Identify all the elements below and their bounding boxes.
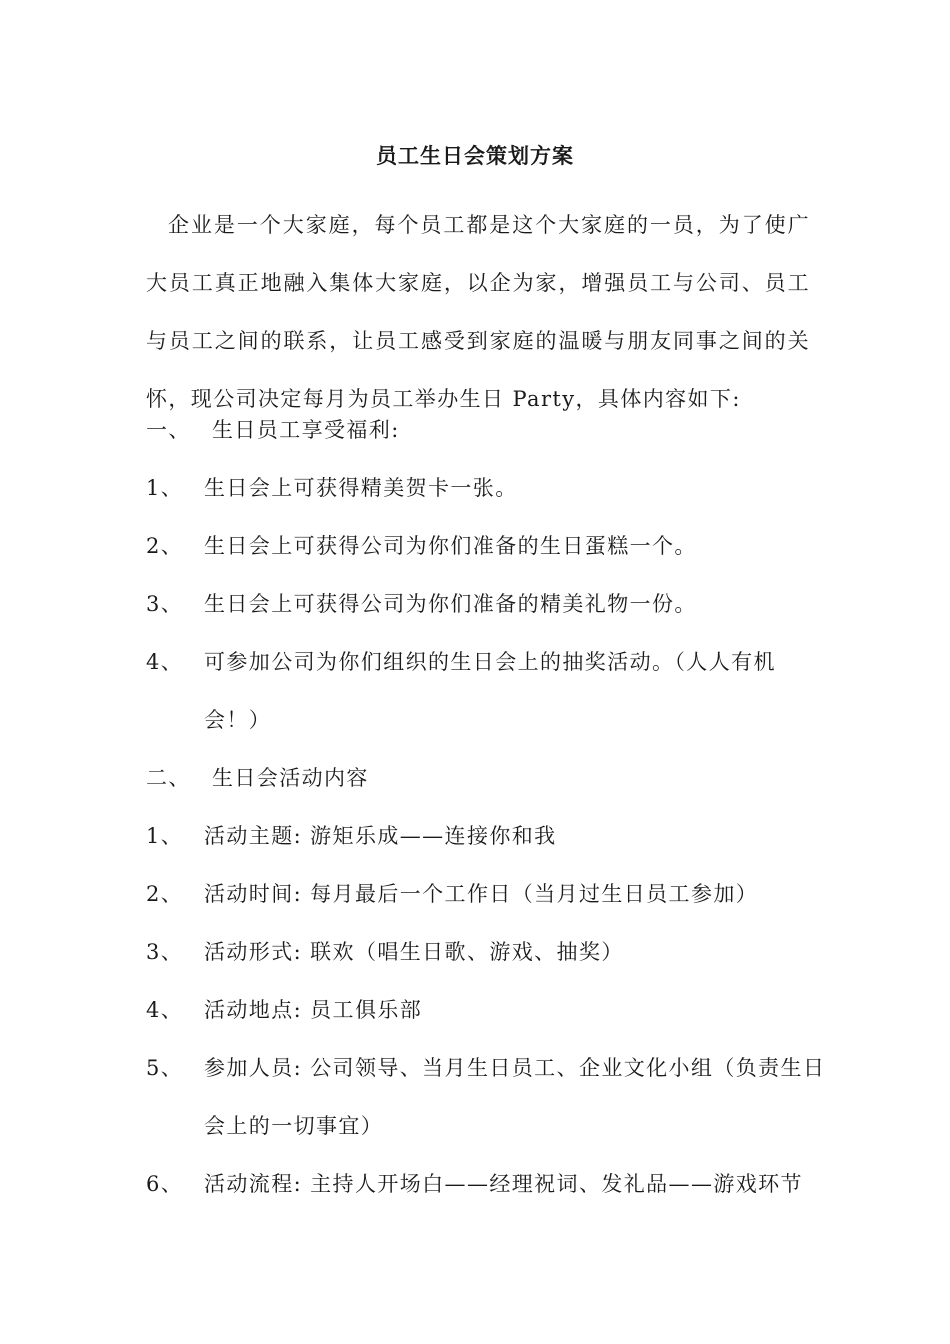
list-item-text: 活动时间: 每月最后一个工作日（当月过生日员工参加） — [204, 882, 759, 906]
list-item-number: 1、 — [146, 824, 184, 848]
list-item-text: 生日会上可获得公司为你们准备的精美礼物一份。 — [204, 592, 697, 616]
list-item-number: 4、 — [146, 650, 184, 674]
section-number: 一、 — [146, 418, 191, 442]
list-item-continuation: 会上的一切事宜） — [204, 1114, 384, 1138]
list-item-continuation: 会！） — [204, 708, 272, 732]
document-title: 员工生日会策划方案 — [376, 143, 574, 168]
section-heading-text: 生日员工享受福利: — [212, 418, 400, 442]
section-heading-text: 生日会活动内容 — [212, 766, 369, 790]
list-item-text: 可参加公司为你们组织的生日会上的抽奖活动。（人人有机 — [204, 650, 776, 674]
list-item-text: 活动形式: 联欢（唱生日歌、游戏、抽奖） — [204, 940, 624, 964]
list-item-text: 参加人员: 公司领导、当月生日员工、企业文化小组（负责生日 — [204, 1056, 826, 1080]
list-item-number: 2、 — [146, 534, 184, 558]
list-item-text: 活动主题: 游矩乐成——连接你和我 — [204, 824, 557, 848]
list-item-number: 3、 — [146, 940, 184, 964]
intro-paragraph: 企业是一个大家庭，每个员工都是这个大家庭的一员，为了使广大员工真正地融入集体大家庭，以企为家，增强员工与公司、员工与员工之间的联系，让员工感受到家庭的温暖与朋友同事之间的关怀，现公司决定每月为员工举办生日 Party，具体内容如下: — [146, 213, 810, 411]
list-item-text: 生日会上可获得精美贺卡一张。 — [204, 476, 518, 500]
list-item-number: 1、 — [146, 476, 184, 500]
list-item-number: 6、 — [146, 1172, 184, 1196]
list-item-number: 3、 — [146, 592, 184, 616]
section-number: 二、 — [146, 766, 191, 790]
list-item-text: 活动流程: 主持人开场白——经理祝词、发礼品——游戏环节 — [204, 1172, 803, 1196]
list-item-number: 2、 — [146, 882, 184, 906]
list-item-text: 生日会上可获得公司为你们准备的生日蛋糕一个。 — [204, 534, 697, 558]
list-item-number: 4、 — [146, 998, 184, 1022]
list-item-text: 活动地点: 员工俱乐部 — [204, 998, 423, 1022]
list-item-number: 5、 — [146, 1056, 184, 1080]
